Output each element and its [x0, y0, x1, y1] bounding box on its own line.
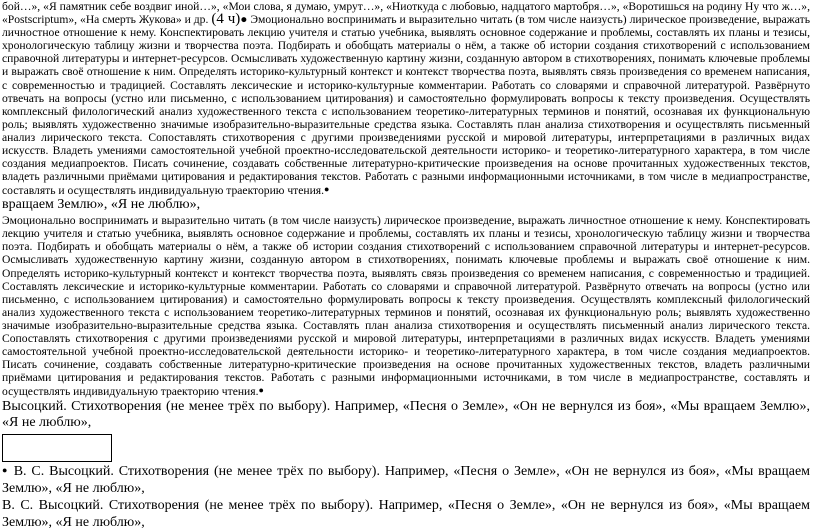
- hours-label: (4 ч): [211, 11, 241, 28]
- paragraph-2: [2, 214, 810, 398]
- empty-table-cell: [2, 434, 112, 462]
- poem-list: бой…», «Я памятник себе воздвиг иной…», «Мои слова, я думаю, умрут…», «Ниоткуда с любовью, надцатого мартобря…», «Воротишься на родину Ну что ж…», «Postscriptum», «На смерть Жукова» и др.: [2, 0, 810, 27]
- vysotsky-line-1: Высоцкий. Стихотворения (не менее трёх по выбору). Например, «Песня о Земле», «Он не вернулся из боя», «Мы вращаем Землю», «Я не люблю»,: [2, 398, 810, 431]
- bullet-icon: ●: [2, 465, 9, 476]
- heading-fragment: вращаем Землю», «Я не люблю»,: [2, 197, 201, 213]
- vysotsky-bullet-text: В. С. Высоцкий. Стихотворения (не менее трёх по выбору). Например, «Песня о Земле», «Он не вернулся из боя», «Мы вращаем Землю», «Я не люблю»,: [2, 464, 811, 496]
- paragraph-2-text: Эмоционально воспринимать и выразительно читать (в том числе наизусть) лирическое произведение, выражать личностное отношение к нему. Конспектировать лекцию учителя и статью учебника, выявлять основное содержание и проблемы, составлять их планы и тезисы, хронологическую таблицу жизни и творчества поэта. Подбирать и обобщать материалы о нём, а также об истории создания стихотворений с использованием справочной литературы и интернет-ресурсов. Осмысливать художественную картину жизни, созданную автором в стихотворениях, понимать ключевые проблемы и выражать своё отношение к ним. Определять историко-культурный контекст и контекст творчества поэта, выявлять связь произведения со временем написания, с современностью и традицией. Составлять лексические и историко-культурные комментарии. Работать со словарями и справочной литературой. Развёрнуто отвечать на вопросы (устно или письменно, с использованием цитирования) и самостоятельно формулировать вопросы к тексту произведения. Осуществлять комплексный филологический анализ художественного текста с использованием теоретико-литературных терминов и понятий, осознавая их функциональную роль; выявлять художественно значимые изобразительно-выразительные средства языка. Составлять план анализа стихотворения и осуществлять письменный анализ лирического текста. Сопоставлять стихотворения с другими произведениями русской и мировой литературы, интерпретациями в различных видах искусств. Владеть умениями самостоятельной учебной проектно-исследовательской деятельности историко- и теоретико-литературного характера, в том числе создания медиапроектов. Писать сочинение, создавать собственные литературно-критические произведения на основе прочитанных художественных текстов, владеть различными приёмами цитирования и редактирования текстов. Работать с разными информационными источниками, в том числе в медиапространстве, составлять и осуществлять индивидуальную траекторию чтения.: [2, 214, 810, 399]
- vysotsky-line-2: В. С. Высоцкий. Стихотворения (не менее трёх по выбору). Например, «Песня о Земле», «Он не вернулся из боя», «Мы вращаем Землю», «Я не люблю»,: [2, 497, 810, 530]
- vysotsky-bullet-item: [2, 462, 810, 498]
- bullet-icon: ●: [240, 13, 248, 27]
- paragraph-1-text: Эмоционально воспринимать и выразительно читать (в том числе наизусть) лирическое произведение, выражать личностное отношение к нему. Конспектировать лекцию учителя и статью учебника, выявлять основное содержание и проблемы, составлять их планы и тезисы, хронологическую таблицу жизни и творчества поэта. Подбирать и обобщать материалы о нём, а также об истории создания стихотворений с использованием справочной литературы и интернет-ресурсов. Осмысливать художественную картину жизни, созданную автором в стихотворениях, понимать ключевые проблемы и выражать своё отношение к ним. Определять историко-культурный контекст и контекст творчества поэта, выявлять связь произведения со временем написания, с современностью и традицией. Составлять лексические и историко-культурные комментарии. Работать со словарями и справочной литературой. Развёрнуто отвечать на вопросы (устно или письменно, с использованием цитирования) и самостоятельно формулировать вопросы к тексту произведения. Осуществлять комплексный филологический анализ художественного текста с использованием теоретико-литературных терминов и понятий, осознавая их функциональную роль; выявлять художественно значимые изобразительно-выразительные средства языка. Составлять план анализа стихотворения и осуществлять письменный анализ лирического текста. Сопоставлять стихотворения с другими произведениями русской и мировой литературы, интерпретациями в различных видах искусств. Владеть умениями самостоятельной учебной проектно-исследовательской деятельности историко- и теоретико-литературного характера, в том числе создания медиапроектов. Писать сочинение, создавать собственные литературно-критические произведения на основе прочитанных художественных текстов, владеть различными приёмами цитирования и редактирования текстов. Работать с разными информационными источниками, в том числе в медиапространстве, составлять и осуществлять индивидуальную траекторию чтения.: [2, 13, 811, 198]
- paragraph-1: [2, 0, 810, 197]
- bullet-icon: ●: [258, 385, 264, 396]
- bullet-icon: ●: [324, 184, 330, 195]
